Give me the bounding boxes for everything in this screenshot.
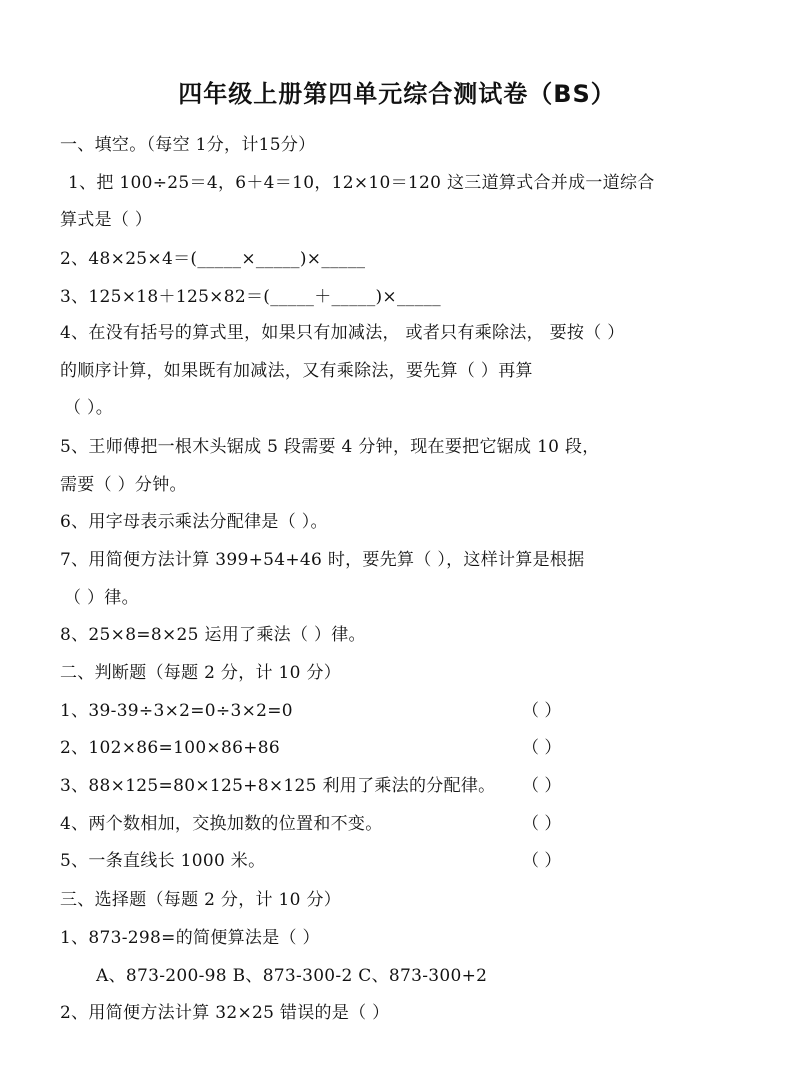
fill-question-7-line-1: 7、用简便方法计算 399+54+46 时，要先算（ ），这样计算是根据 — [60, 550, 585, 570]
fill-question-6: 6、用字母表示乘法分配律是（ ）。 — [60, 512, 328, 532]
section-1-heading: 一、填空。（每空 1分，计15分） — [60, 135, 316, 155]
fill-question-1-line-2: 算式是（ ） — [60, 210, 153, 230]
judge-item-1-blank: （ ） — [522, 701, 562, 721]
page-title: 四年级上册第四单元综合测试卷（BS） — [178, 80, 616, 108]
judge-item-1-text: 1、39-39÷3×2=0÷3×2=0 — [60, 701, 293, 721]
fill-question-4-line-1: 4、在没有括号的算式里，如果只有加减法， 或者只有乘除法， 要按（ ） — [60, 323, 625, 343]
fill-question-4-line-3: （ ）。 — [64, 398, 114, 418]
choice-question-2: 2、用简便方法计算 32×25 错误的是（ ） — [60, 1003, 390, 1023]
fill-question-7-line-2: （ ）律。 — [64, 588, 139, 608]
fill-question-5-line-2: 需要（ ）分钟。 — [60, 475, 187, 495]
judge-item-2-text: 2、102×86=100×86+86 — [60, 738, 280, 758]
fill-question-4-line-2: 的顺序计算，如果既有加减法，又有乘除法，要先算（ ）再算 — [60, 361, 533, 381]
judge-item-2-blank: （ ） — [522, 738, 562, 758]
choice-question-1-options: A、873-200-98 B、873-300-2 C、873-300+2 — [96, 966, 488, 986]
fill-question-3: 3、125×18＋125×82＝(_____＋_____)×_____ — [60, 287, 441, 307]
fill-question-1-line-1: 1、把 100÷25＝4，6＋4＝10，12×10＝120 这三道算式合并成一道综合 — [68, 173, 655, 193]
section-3-heading: 三、选择题（每题 2 分，计 10 分） — [60, 890, 342, 910]
judge-item-4-text: 4、两个数相加，交换加数的位置和不变。 — [60, 814, 383, 834]
choice-question-1: 1、873-298=的简便算法是（ ） — [60, 928, 320, 948]
judge-item-5-blank: （ ） — [522, 851, 562, 871]
judge-item-3-text: 3、88×125=80×125+8×125 利用了乘法的分配律。 — [60, 776, 496, 796]
judge-item-4-blank: （ ） — [522, 814, 562, 834]
fill-question-8: 8、25×8=8×25 运用了乘法（ ）律。 — [60, 625, 366, 645]
fill-question-5-line-1: 5、王师傅把一根木头锯成 5 段需要 4 分钟，现在要把它锯成 10 段， — [60, 437, 600, 457]
judge-item-3-blank: （ ） — [522, 776, 562, 796]
judge-item-5-text: 5、一条直线长 1000 米。 — [60, 851, 266, 871]
fill-question-2: 2、48×25×4＝(_____×_____)×_____ — [60, 249, 366, 269]
section-2-heading: 二、判断题（每题 2 分，计 10 分） — [60, 663, 342, 683]
